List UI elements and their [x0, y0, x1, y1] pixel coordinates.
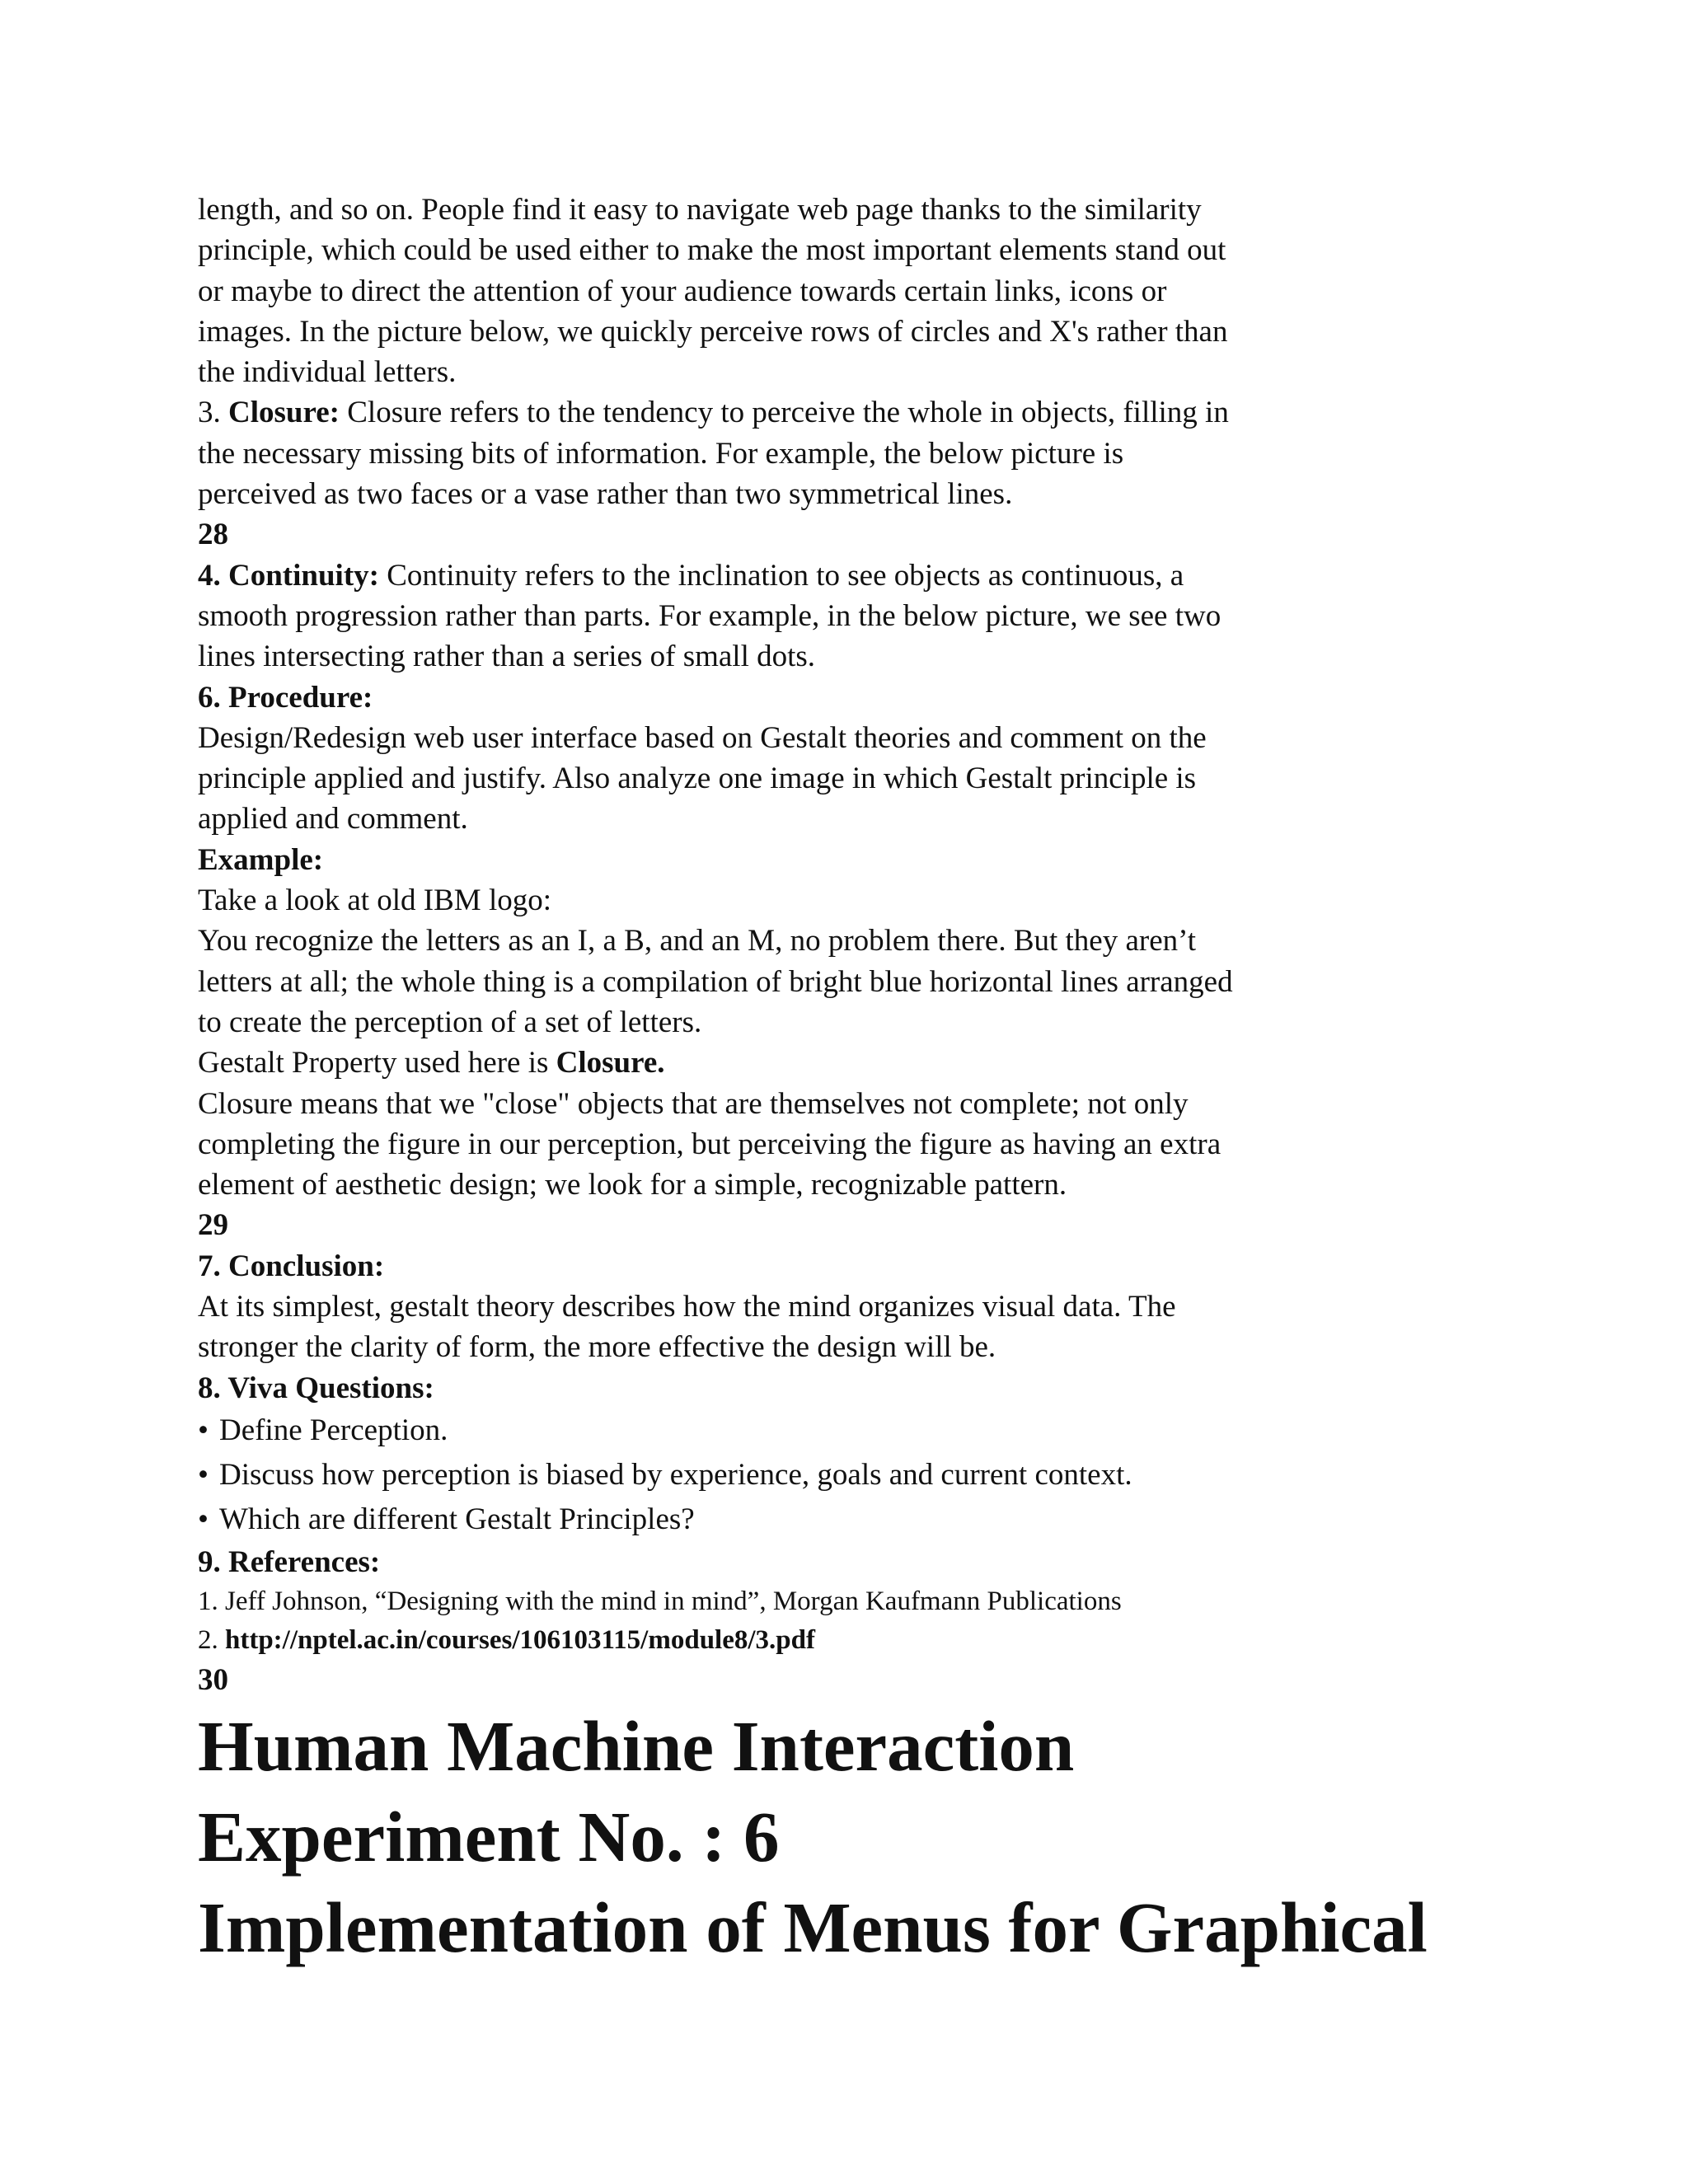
viva-item-text: Which are different Gestalt Principles? [219, 1502, 695, 1536]
closure-meaning-line-2: completing the figure in our perception, but perceiving the figure as having an extra [198, 1127, 1221, 1161]
experiment-title-block [198, 1701, 1517, 1973]
procedure-line-1: Design/Redesign web user interface based on Gestalt theories and comment on the [198, 720, 1207, 755]
references-section [198, 1542, 1517, 1660]
course-title: Human Machine Interaction [198, 1705, 1075, 1786]
procedure-section [198, 677, 1517, 840]
closure-meaning-line-1: Closure means that we "close" objects that are themselves not complete; not only [198, 1086, 1189, 1121]
references-heading: 9. References: [198, 1544, 381, 1579]
example-line-3: letters at all; the whole thing is a compilation of bright blue horizontal lines arranged [198, 964, 1233, 999]
conclusion-heading: 7. Conclusion: [198, 1249, 385, 1283]
reference-1: 1. Jeff Johnson, “Designing with the mind in mind”, Morgan Kaufmann Publications [198, 1586, 1122, 1617]
experiment-topic-title: Implementation of Menus for Graphical [198, 1886, 1428, 1967]
page-number-29: 29 [198, 1208, 228, 1243]
example-line-4: to create the perception of a set of letters. [198, 1005, 702, 1039]
viva-item-text: Discuss how perception is biased by experience, goals and current context. [219, 1457, 1132, 1492]
viva-item [198, 1453, 1517, 1497]
procedure-line-2: principle applied and justify. Also analyze one image in which Gestalt principle is [198, 762, 1197, 796]
experiment-number-title: Experiment No. : 6 [198, 1796, 780, 1877]
similarity-line-3: or maybe to direct the attention of your audience towards certain links, icons or [198, 274, 1167, 308]
gestalt-property-line [198, 1043, 1517, 1083]
bullet-icon: • [198, 1413, 209, 1447]
bullet-icon: • [198, 1457, 209, 1492]
reference-2 [198, 1621, 1517, 1660]
similarity-line-2: principle, which could be used either to make the most important elements stand out [198, 233, 1226, 268]
similarity-line-4: images. In the picture below, we quickly perceive rows of circles and X's rather than [198, 314, 1228, 349]
viva-heading: 8. Viva Questions: [198, 1371, 434, 1405]
conclusion-line-1: At its simplest, gestalt theory describes how the mind organizes visual data. The [198, 1290, 1176, 1324]
bullet-icon: • [198, 1502, 209, 1536]
closure-line-1 [198, 392, 1517, 433]
page-number-28: 28 [198, 518, 228, 552]
closure-text: Closure refers to the tendency to perceive the whole in objects, filling in [339, 396, 1229, 430]
page-number-30: 30 [198, 1663, 228, 1698]
example-heading: Example: [198, 842, 324, 877]
viva-section [198, 1368, 1517, 1542]
conclusion-section [198, 1246, 1517, 1368]
document-page [198, 190, 1517, 1973]
continuity-label: 4. Continuity: [198, 558, 379, 593]
continuity-paragraph [198, 555, 1517, 677]
closure-paragraph [198, 392, 1517, 514]
closure-line-2: the necessary missing bits of information. For example, the below picture is [198, 436, 1124, 471]
procedure-line-3: applied and comment. [198, 802, 468, 837]
closure-line-3: perceived as two faces or a vase rather than two symmetrical lines. [198, 477, 1013, 512]
similarity-paragraph [198, 190, 1517, 392]
continuity-text: Continuity refers to the inclination to see objects as continuous, a [378, 558, 1184, 593]
example-line-1: Take a look at old IBM logo: [198, 883, 552, 918]
viva-item [198, 1408, 1517, 1453]
example-line-2: You recognize the letters as an I, a B, and an M, no problem there. But they aren’t [198, 924, 1197, 958]
conclusion-line-2: stronger the clarity of form, the more effective the design will be. [198, 1330, 996, 1365]
continuity-line-1 [198, 555, 1517, 596]
similarity-line-1: length, and so on. People find it easy to navigate web page thanks to the similarity [198, 193, 1202, 227]
example-section [198, 840, 1517, 1206]
similarity-line-5: the individual letters. [198, 355, 457, 390]
gestalt-property-prefix: Gestalt Property used here is [198, 1046, 556, 1080]
reference-2-link[interactable]: http://nptel.ac.in/courses/106103115/module8/3.pdf [225, 1625, 815, 1656]
closure-number: 3. [198, 396, 228, 430]
viva-item [198, 1497, 1517, 1542]
procedure-heading: 6. Procedure: [198, 680, 373, 715]
viva-item-text: Define Perception. [219, 1413, 448, 1447]
continuity-line-3: lines intersecting rather than a series of small dots. [198, 640, 816, 674]
closure-label: Closure: [228, 396, 340, 430]
gestalt-property-value: Closure. [556, 1046, 665, 1080]
reference-2-number: 2. [198, 1625, 225, 1656]
closure-meaning-line-3: element of aesthetic design; we look for a simple, recognizable pattern. [198, 1168, 1067, 1202]
continuity-line-2: smooth progression rather than parts. For example, in the below picture, we see two [198, 598, 1221, 633]
